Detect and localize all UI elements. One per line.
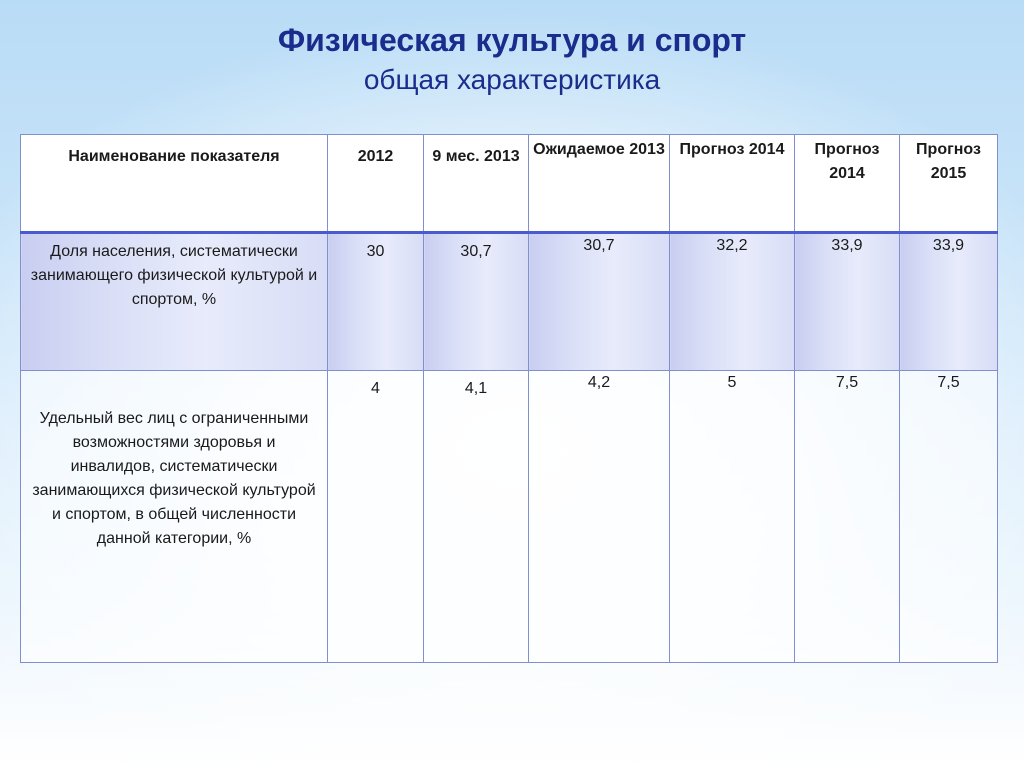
cell-forecast-2014-a: 32,2: [670, 233, 795, 371]
cell-forecast-2015: 33,9: [900, 233, 998, 371]
cell-2012: 30: [328, 233, 424, 371]
row-indicator-name: Удельный вес лиц с ограниченными возможностями здоровья и инвалидов, систематически занимающихся физической культурой и спортом, в общей численности данной категории, %: [21, 371, 328, 663]
cell-9-months-2013: 4,1: [424, 371, 529, 663]
header-indicator-name: Наименование показателя: [21, 135, 328, 233]
cell-expected-2013: 30,7: [529, 233, 670, 371]
cell-forecast-2015: 7,5: [900, 371, 998, 663]
slide-title: Физическая культура и спорт: [277, 22, 747, 58]
indicators-table: [20, 134, 998, 663]
cell-2012: 4: [328, 371, 424, 663]
table-row: [21, 233, 998, 371]
header-expected-2013: Ожидаемое 2013: [529, 135, 670, 233]
header-2012: 2012: [328, 135, 424, 233]
table-header-row: [21, 135, 998, 233]
row-indicator-name: Доля населения, систематически занимающего физической культурой и спортом, %: [21, 233, 328, 371]
table-row: [21, 371, 998, 663]
header-forecast-2014-b: Прогноз 2014: [795, 135, 900, 233]
header-forecast-2015: Прогноз 2015: [900, 135, 998, 233]
cell-expected-2013: 4,2: [529, 371, 670, 663]
cell-forecast-2014-b: 7,5: [795, 371, 900, 663]
header-forecast-2014-a: Прогноз 2014: [670, 135, 795, 233]
cell-forecast-2014-b: 33,9: [795, 233, 900, 371]
cell-9-months-2013: 30,7: [424, 233, 529, 371]
cell-forecast-2014-a: 5: [670, 371, 795, 663]
header-9-months-2013: 9 мес. 2013: [424, 135, 529, 233]
slide-subtitle: общая характеристика: [363, 64, 661, 95]
